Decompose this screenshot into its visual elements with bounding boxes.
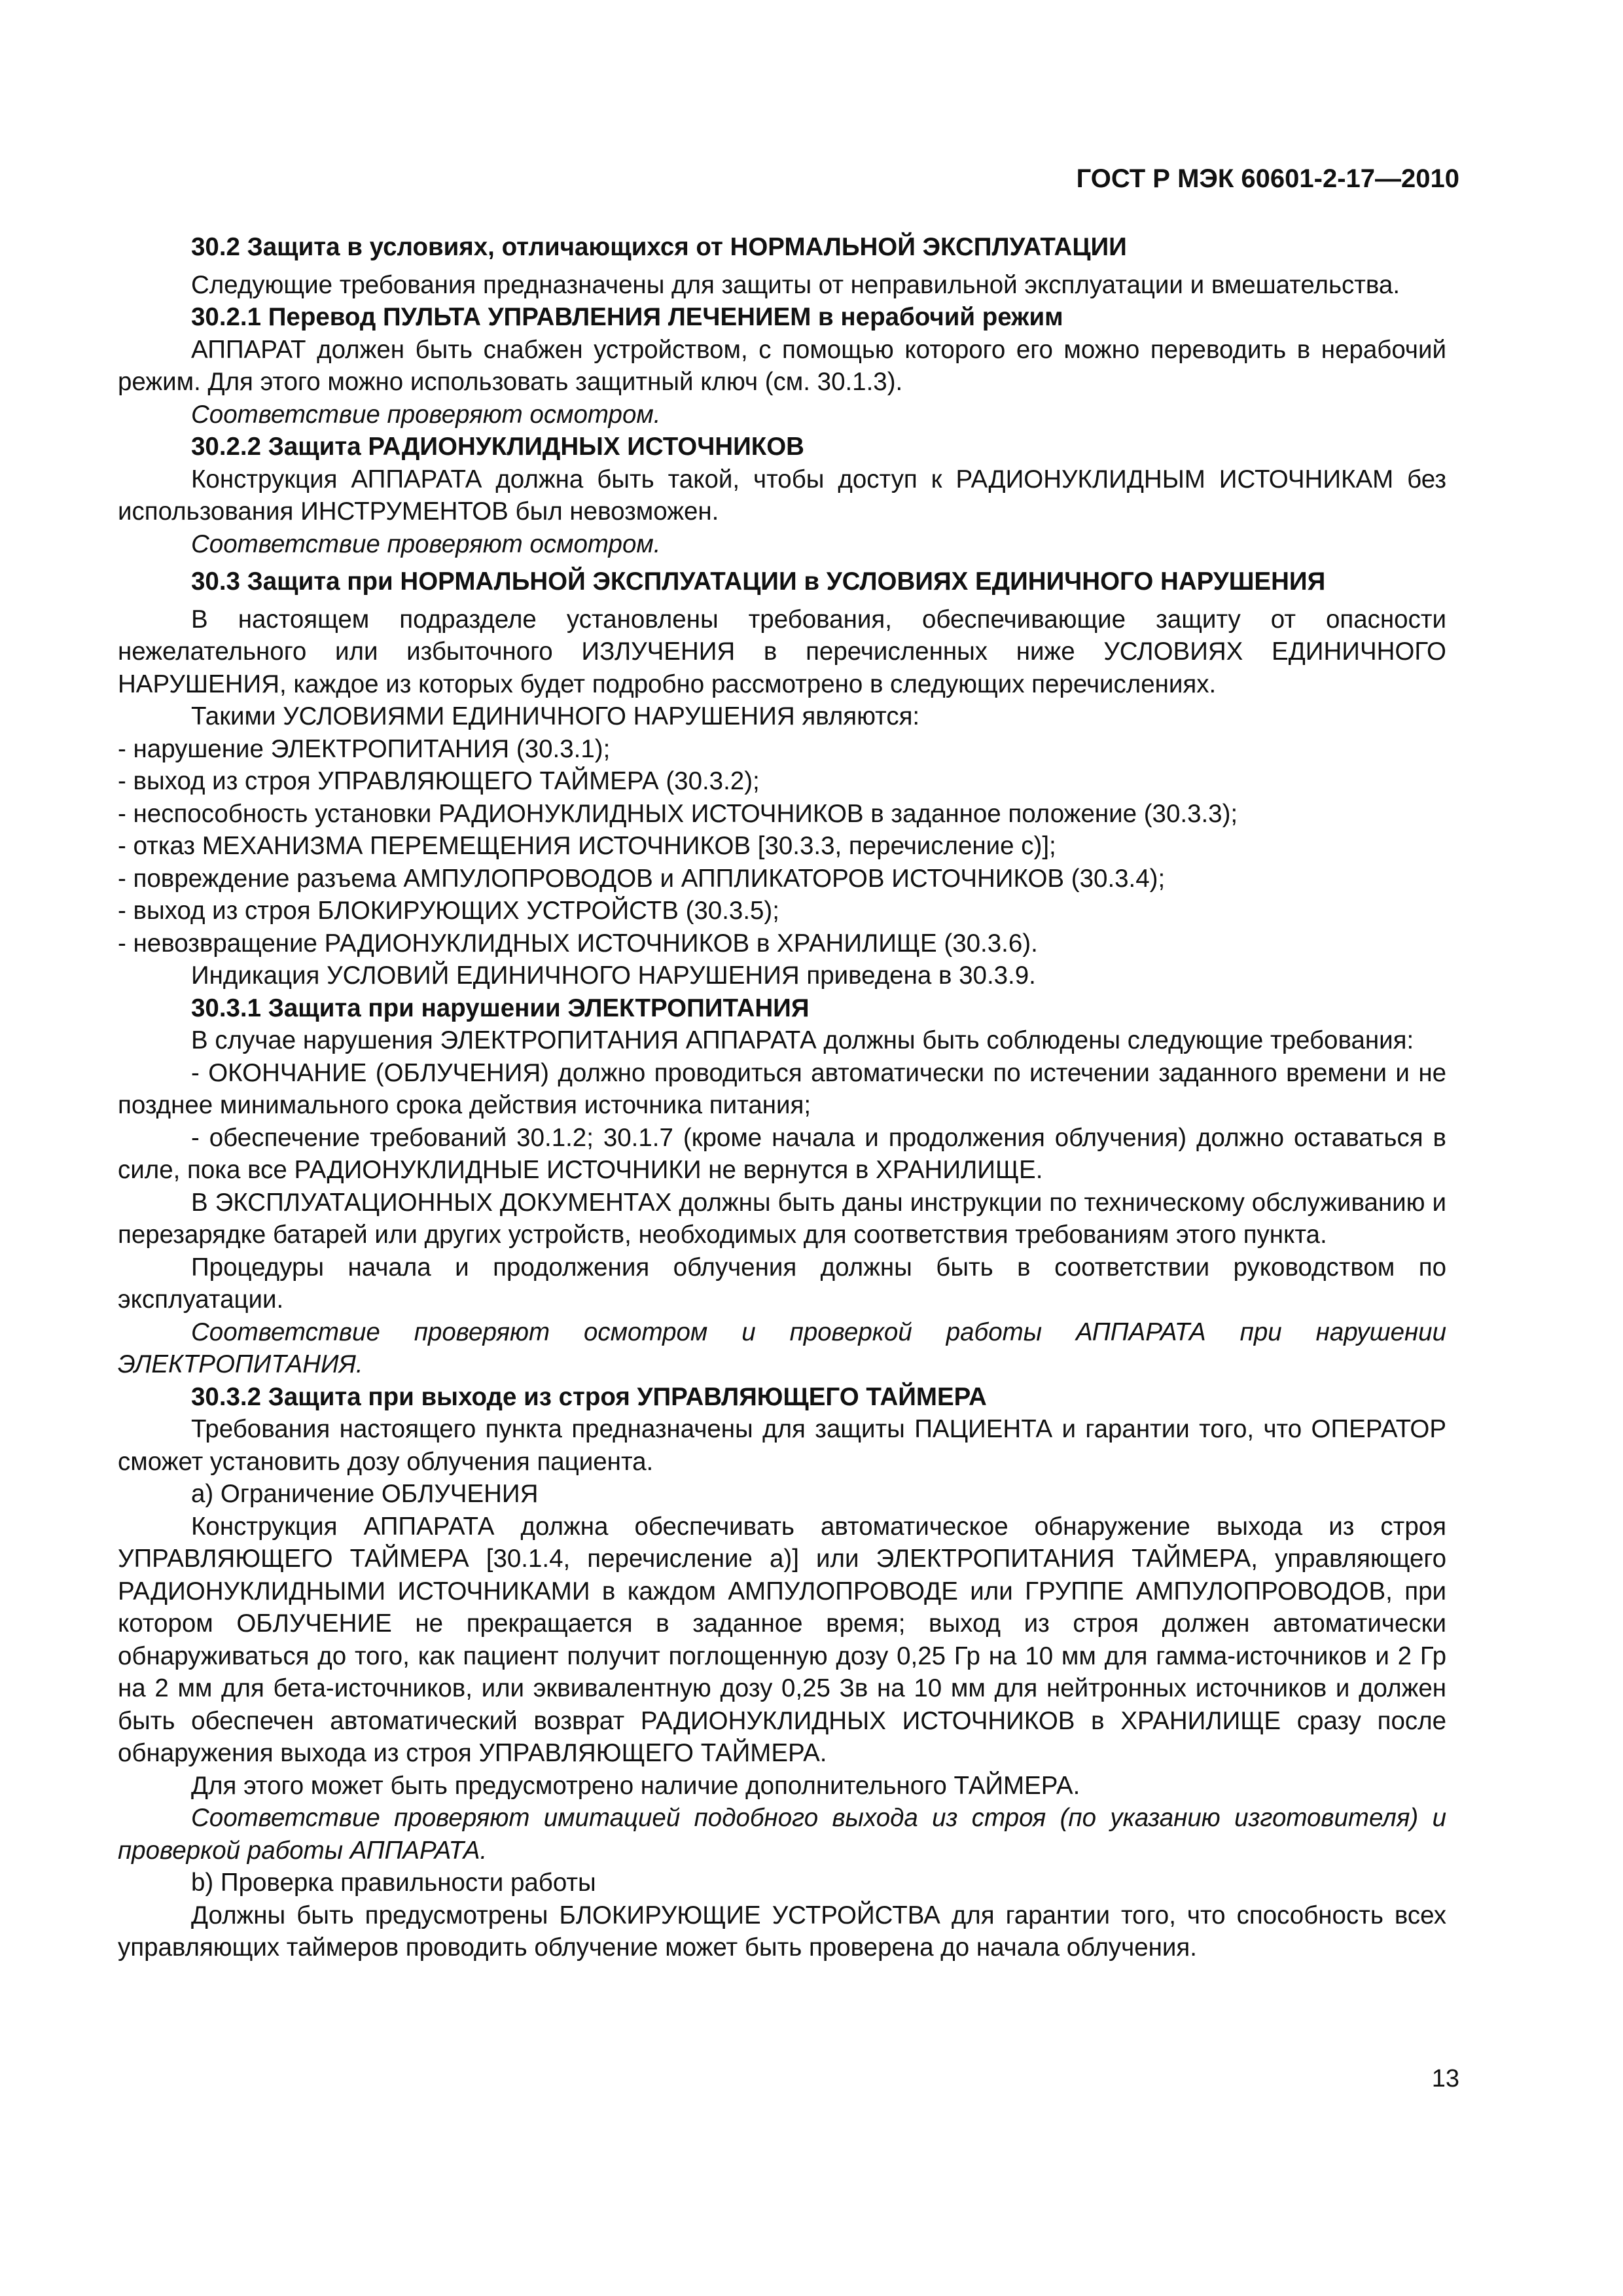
compliance-note: Соответствие проверяют осмотром. xyxy=(191,529,661,558)
list-item: - выход из строя БЛОКИРУЮЩИХ УСТРОЙСТВ (30.3.5); xyxy=(118,897,779,925)
section-heading-30-3-2: 30.3.2 Защита при выходе из строя УПРАВЛЯЮЩЕГО ТАЙМЕРА xyxy=(191,1382,987,1411)
paragraph: Требования настоящего пункта предназначены для защиты ПАЦИЕНТА и гарантии того, что ОПЕРАТОР сможет установить дозу облучения пациента. xyxy=(118,1415,1446,1476)
page-number: 13 xyxy=(1431,2065,1459,2092)
list-item: - невозвращение РАДИОНУКЛИДНЫХ ИСТОЧНИКОВ в ХРАНИЛИЩЕ (30.3.6). xyxy=(118,929,1038,958)
section-heading-30-2: 30.2 Защита в условиях, отличающихся от НОРМАЛЬНОЙ ЭКСПЛУАТАЦИИ xyxy=(191,233,1127,261)
compliance-note: Соответствие проверяют осмотром. xyxy=(191,400,661,429)
paragraph: Такими УСЛОВИЯМИ ЕДИНИЧНОГО НАРУШЕНИЯ являются: xyxy=(191,702,920,730)
list-item: - ОКОНЧАНИЕ (ОБЛУЧЕНИЯ) должно проводиться автоматически по истечении заданного времени и не позднее минимального срока действия источника питания; xyxy=(118,1058,1446,1119)
paragraph: Конструкция АППАРАТА должна быть такой, чтобы доступ к РАДИОНУКЛИДНЫМ ИСТОЧНИКАМ без использования ИНСТРУМЕНТОВ был невозможен. xyxy=(118,465,1446,526)
paragraph: В случае нарушения ЭЛЕКТРОПИТАНИЯ АППАРАТА должны быть соблюдены следующие требования: xyxy=(191,1026,1414,1054)
standard-designation: ГОСТ Р МЭК 60601-2-17—2010 xyxy=(1076,164,1459,193)
list-item: - повреждение разъема АМПУЛОПРОВОДОВ и АППЛИКАТОРОВ ИСТОЧНИКОВ (30.3.4); xyxy=(118,864,1166,893)
paragraph: АППАРАТ должен быть снабжен устройством, с помощью которого его можно переводить в нерабочий режим. Для этого можно использовать защитный ключ (см. 30.1.3). xyxy=(118,335,1446,396)
paragraph: В ЭКСПЛУАТАЦИОННЫХ ДОКУМЕНТАХ должны быть даны инструкции по техническому обслуживанию и перезарядке батарей или других устройств, необходимых для соответствия требованиям этого пункта. xyxy=(118,1188,1446,1249)
page-content xyxy=(118,226,1446,1964)
paragraph: Должны быть предусмотрены БЛОКИРУЮЩИЕ УСТРОЙСТВА для гарантии того, что способность всех управляющих таймеров проводить облучение может быть проверена до начала облучения. xyxy=(118,1901,1446,1962)
paragraph: Для этого может быть предусмотрено наличие дополнительного ТАЙМЕРА. xyxy=(191,1771,1080,1800)
section-heading-30-3-1: 30.3.1 Защита при нарушении ЭЛЕКТРОПИТАНИЯ xyxy=(191,994,810,1022)
paragraph: Индикация УСЛОВИЙ ЕДИНИЧНОГО НАРУШЕНИЯ приведена в 30.3.9. xyxy=(191,961,1036,990)
section-heading-30-3: 30.3 Защита при НОРМАЛЬНОЙ ЭКСПЛУАТАЦИИ в УСЛОВИЯХ ЕДИНИЧНОГО НАРУШЕНИЯ xyxy=(191,567,1326,596)
paragraph: Следующие требования предназначены для защиты от неправильной эксплуатации и вмешательства. xyxy=(191,270,1400,299)
compliance-note: Соответствие проверяют имитацией подобного выхода из строя (по указанию изготовителя) и проверкой работы АППАРАТА. xyxy=(118,1804,1446,1865)
compliance-note: Соответствие проверяют осмотром и проверкой работы АППАРАТА при нарушении ЭЛЕКТРОПИТАНИЯ. xyxy=(118,1318,1446,1378)
paragraph: В настоящем подразделе установлены требования, обеспечивающие защиту от опасности нежелательного или избыточного ИЗЛУЧЕНИЯ в перечисленных ниже УСЛОВИЯХ ЕДИНИЧНОГО НАРУШЕНИЯ, каждое из которых будет подробно рассмотрено в следующих перечислениях. xyxy=(118,605,1446,698)
section-heading-30-2-1: 30.2.1 Перевод ПУЛЬТА УПРАВЛЕНИЯ ЛЕЧЕНИЕМ в нерабочий режим xyxy=(191,303,1063,331)
paragraph: Конструкция АППАРАТА должна обеспечивать автоматическое обнаружение выхода из строя УПРАВЛЯЮЩЕГО ТАЙМЕРА [30.1.4, перечисление а)] или ЭЛЕКТРОПИТАНИЯ ТАЙМЕРА, управляющего РАДИОНУКЛИДНЫМИ ИСТОЧНИКАМИ в каждом АМПУЛОПРОВОДЕ или ГРУППЕ АМПУЛОПРОВОДОВ, при котором ОБЛУЧЕНИЕ не прекращается в заданное время; выход из строя должен автоматически обнаруживаться до того, как пациент получит поглощенную дозу 0,25 Гр на 10 мм для гамма-источников и 2 Гр на 2 мм для бета-источников, или эквивалентную дозу 0,25 Зв на 10 мм для нейтронных источников и должен быть обеспечен автоматический возврат РАДИОНУКЛИДНЫХ ИСТОЧНИКОВ в ХРАНИЛИЩЕ сразу после обнаружения выхода из строя УПРАВЛЯЮЩЕГО ТАЙМЕРА. xyxy=(118,1512,1446,1767)
list-item: - обеспечение требований 30.1.2; 30.1.7 (кроме начала и продолжения облучения) должно оставаться в силе, пока все РАДИОНУКЛИДНЫЕ ИСТОЧНИКИ не вернутся в ХРАНИЛИЩЕ. xyxy=(118,1123,1446,1184)
list-item: - отказ МЕХАНИЗМА ПЕРЕМЕЩЕНИЯ ИСТОЧНИКОВ [30.3.3, перечисление с)]; xyxy=(118,832,1056,860)
paragraph: Процедуры начала и продолжения облучения должны быть в соответствии руководством по эксплуатации. xyxy=(118,1253,1446,1314)
section-heading-30-2-2: 30.2.2 Защита РАДИОНУКЛИДНЫХ ИСТОЧНИКОВ xyxy=(191,433,804,461)
enumeration-label-a: а) Ограничение ОБЛУЧЕНИЯ xyxy=(191,1480,539,1508)
enumeration-label-b: b) Проверка правильности работы xyxy=(191,1869,596,1897)
list-item: - нарушение ЭЛЕКТРОПИТАНИЯ (30.3.1); xyxy=(118,734,611,763)
list-item: - неспособность установки РАДИОНУКЛИДНЫХ ИСТОЧНИКОВ в заданное положение (30.3.3); xyxy=(118,799,1238,828)
list-item: - выход из строя УПРАВЛЯЮЩЕГО ТАЙМЕРА (30.3.2); xyxy=(118,767,760,795)
